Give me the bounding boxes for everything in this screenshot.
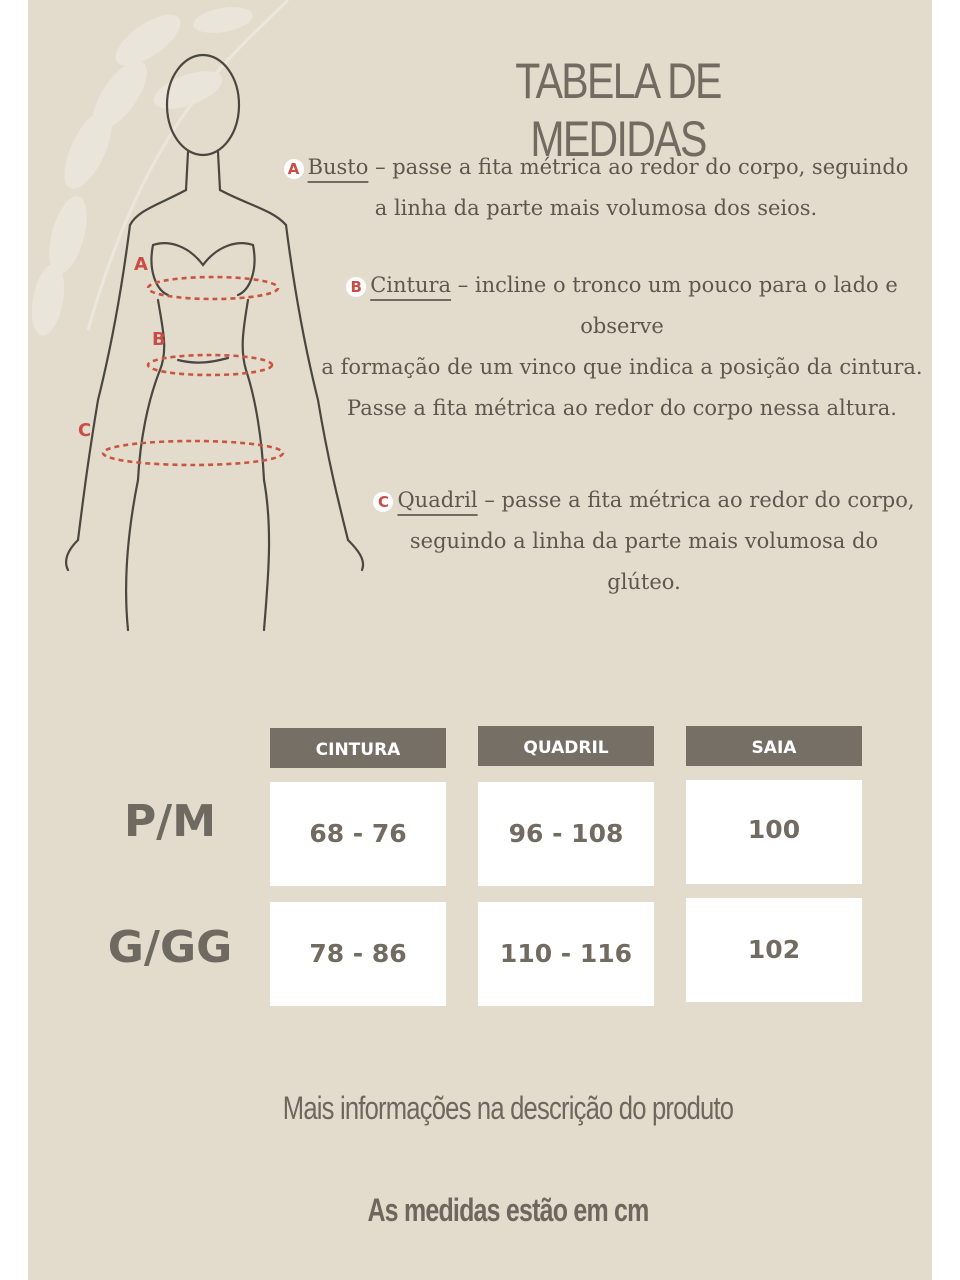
- info-note: Mais informações na descrição do produto: [282, 1090, 734, 1126]
- description-waist-line4: Passe a fita métrica ao redor do corpo nessa altura.: [347, 396, 897, 420]
- description-hip-line1: C Quadril – passe a fita métrica ao redor do corpo,: [358, 480, 930, 521]
- badge-a: A: [284, 159, 304, 179]
- description-waist-line3: a formação de um vinco que indica a posição da cintura.: [321, 355, 923, 379]
- header-waist: CINTURA: [270, 728, 446, 768]
- term-waist: Cintura: [370, 273, 452, 297]
- description-waist-line1: B Cintura – incline o tronco um pouco para o lado e: [312, 265, 932, 306]
- cell-ggg-skirt: 102: [686, 898, 862, 1002]
- cell-ggg-waist: 78 - 86: [270, 902, 446, 1006]
- badge-c: C: [373, 492, 393, 512]
- header-hip: QUADRIL: [478, 726, 654, 766]
- description-bust: [276, 147, 916, 229]
- cell-pm-hip: 96 - 108: [478, 782, 654, 886]
- description-hip: [358, 480, 930, 603]
- badge-b: B: [346, 277, 366, 297]
- figure-label-b: B: [152, 329, 166, 350]
- figure-label-a: A: [134, 254, 148, 275]
- cell-pm-waist: 68 - 76: [270, 782, 446, 886]
- term-bust: Busto: [307, 155, 369, 179]
- description-waist-line2: observe: [580, 314, 664, 338]
- header-skirt: SAIA: [686, 726, 862, 766]
- page-title: TABELA DE MEDIDAS: [515, 53, 721, 167]
- description-waist: [312, 265, 932, 429]
- size-chart-page: [28, 0, 932, 1280]
- description-hip-line3: glúteo.: [607, 570, 681, 594]
- size-label-ggg: G/GG: [107, 922, 233, 973]
- size-label-pm: P/M: [123, 796, 217, 847]
- description-bust-line2: a linha da parte mais volumosa dos seios.: [374, 196, 818, 220]
- figure-label-c: C: [78, 420, 92, 441]
- units-note: As medidas estão em cm: [367, 1192, 649, 1228]
- cell-pm-skirt: 100: [686, 780, 862, 884]
- cell-ggg-hip: 110 - 116: [478, 902, 654, 1006]
- description-bust-line1: A Busto – passe a fita métrica ao redor do corpo, seguindo: [276, 147, 916, 188]
- description-hip-line2: seguindo a linha da parte mais volumosa do: [409, 529, 879, 553]
- term-hip: Quadril: [397, 488, 478, 512]
